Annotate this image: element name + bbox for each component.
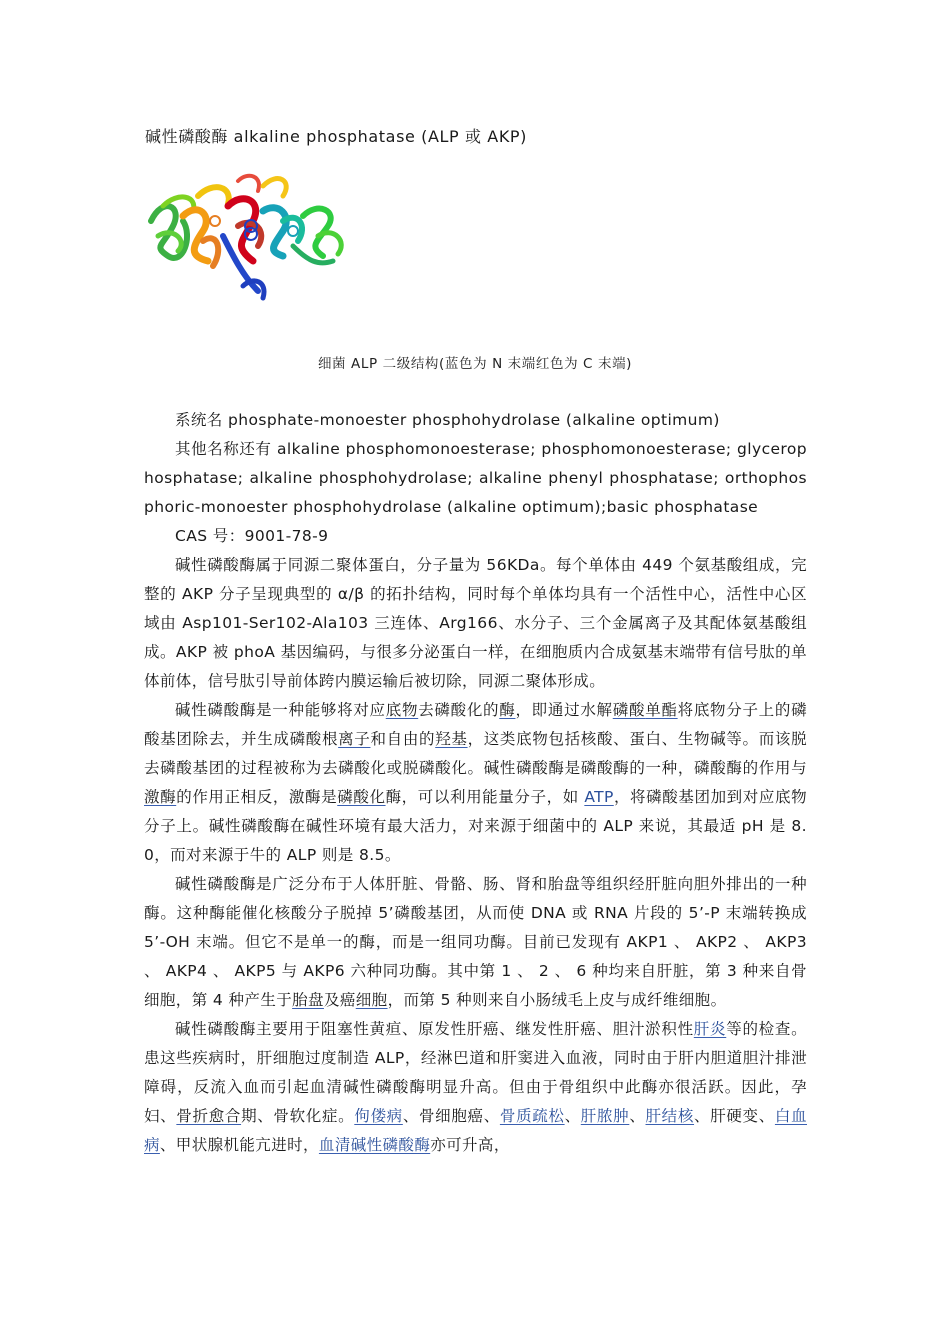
term-link[interactable]: 血清碱性磷酸酶 [318,1136,431,1154]
paragraph-text: 碱性磷酸酶主要用于阻塞性黄疸、原发性肝癌、继发性肝癌、胆汁淤积性 [175,1020,694,1038]
paragraph-text: 、骨细胞癌、 [402,1107,500,1125]
paragraph-text: ，而第 5 种则来自小肠绒毛上皮与成纤维细胞。 [387,991,727,1009]
term-link[interactable]: 羟基 [435,730,468,748]
term-link[interactable]: 酶 [499,701,516,719]
paragraph-text: 及癌 [323,991,356,1009]
paragraph-text: 亦可升高， [430,1136,510,1154]
paragraph-text: 将底物分子上的磷酸基团除去，并生成磷酸根 [144,701,808,748]
term-link[interactable]: 单酯 [645,701,678,719]
paragraph-text: 的作用正相反，激酶是 [176,788,338,806]
paragraph-other-names: 其他名称还有 alkaline phosphomonoesterase; phosphomonoesterase; glycerophosphatase; alkaline phosphohydrolase; alkaline phenyl phosphatase; orthophosphoric-monoester phosphohydrolase (alkaline optimum);basic phosphatase [144,440,807,516]
document-title: 碱性磷酸酶 alkaline phosphatase (ALP 或 AKP) [145,127,528,146]
term-link[interactable]: 佝偻病 [354,1107,403,1125]
term-link[interactable]: 肝炎 [693,1020,727,1038]
paragraph-text: 期、骨软化症。 [241,1107,355,1125]
paragraph-distribution [144,870,807,1015]
paragraph-text: 、 [564,1107,581,1125]
protein-structure-image [143,166,358,306]
paragraph-text: 、肝硬变、 [694,1107,775,1125]
term-link[interactable]: 肝结核 [645,1107,695,1125]
term-link[interactable]: 白血病 [144,1107,807,1154]
paragraph-text: 、甲状腺机能亢进时， [159,1136,319,1154]
term-link[interactable]: 磷酸化 [337,788,386,806]
figure-caption: 细菌 ALP 二级结构(蓝色为 N 末端红色为 C 末端) [317,356,633,372]
term-link[interactable]: 胎盘 [292,991,324,1009]
paragraph-text: 、 [629,1107,646,1125]
term-link[interactable]: 激酶 [144,788,177,806]
article-body [144,406,807,1160]
paragraph-text: ，将磷酸基团加到对应底物分子上。碱性磷酸酶在碱性环境有最大活力，对来源于细菌中的 ALP 来说，其最适 pH 是 8.0，而对来源于牛的 ALP 则是 8.5。 [144,788,807,864]
term-link[interactable]: 骨质疏松 [499,1107,565,1125]
paragraph-structure: 碱性磷酸酶属于同源二聚体蛋白，分子量为 56KDa。每个单体由 449 个氨基酸组成，完整的 AKP 分子呈现典型的 α/β 的拓扑结构，同时每个单体均具有一个活性中心，活性中心区域由 Asp101-Ser102-Ala103 三连体、Arg166、水分子、三个金属离子及其配体氨基酸组成。AKP 被 phoA 基因编码，与很多分泌蛋白一样，在细胞质内合成氨基末端带有信号肽的单体前体，信号肽引导前体跨内膜运输后被切除，同源二聚体形成。 [144,556,807,690]
paragraph-text: 去磷酸化的 [418,701,500,719]
term-link[interactable]: 肝脓肿 [580,1107,630,1125]
paragraph-text: 和自由的 [370,730,436,748]
term-link[interactable]: 细胞 [355,991,388,1009]
term-link[interactable]: 磷酸 [612,701,646,719]
term-link[interactable]: 骨折愈合 [176,1107,242,1125]
paragraph-function [144,696,807,870]
paragraph-text: 碱性磷酸酶是一种能够将对应 [175,701,386,719]
alp-ribbon-illustration [143,166,358,306]
paragraph-text: 等的检查。患这些疾病时，肝细胞过度制造 ALP，经淋巴道和肝窦进入血液，同时由于肝内胆道胆汁排泄障碍，反流入血而引起血清碱性磷酸酶明显升高。但由于骨组织中此酶亦很活跃。因此，孕妇、 [144,1020,807,1125]
paragraph-system-name: 系统名 phosphate-monoester phosphohydrolase (alkaline optimum) [175,411,720,429]
paragraph-text: ，即通过水解 [515,701,613,719]
paragraph-text: 酶，可以利用能量分子，如 [385,788,585,806]
term-link[interactable]: 底物 [385,701,419,719]
term-link[interactable]: 离子 [338,730,371,748]
paragraph-cas: CAS 号：9001-78-9 [175,527,329,545]
paragraph-text: ，这类底物包括核酸、蛋白、生物碱等。而该脱去磷酸基团的过程被称为去磷酸化或脱磷酸化。碱性磷酸酶是磷酸酶的一种，磷酸酶的作用与 [144,730,807,777]
term-link[interactable]: ATP [584,788,614,806]
paragraph-clinical [144,1015,807,1160]
paragraph-text: 碱性磷酸酶是广泛分布于人体肝脏、骨骼、肠、肾和胎盘等组织经肝脏向胆外排出的一种酶。这种酶能催化核酸分子脱掉 5’磷酸基团，从而使 DNA 或 RNA 片段的 5’-P 末端转换成 5’-OH 末端。但它不是单一的酶，而是一组同功酶。目前已发现有 AKP1 、 AKP2 、 AKP3 、 AKP4 、 AKP5 与 AKP6 六种同功酶。其中第 1 、 2 、 6 种均来自肝脏，第 3 种来自骨细胞，第 4 种产生于 [144,875,807,1009]
